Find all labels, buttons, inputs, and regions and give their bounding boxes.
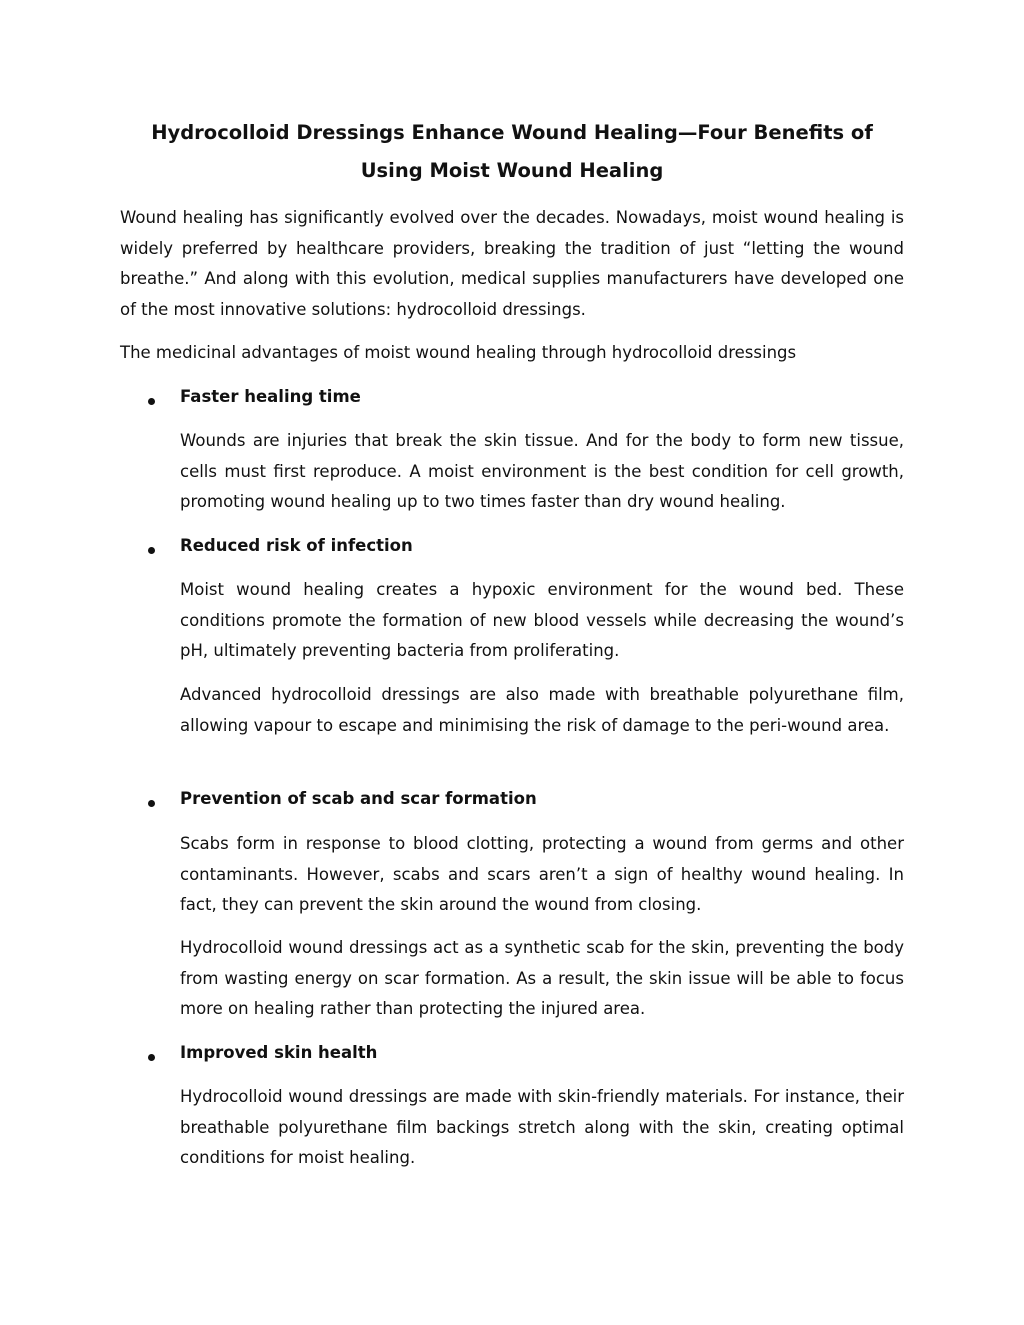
bullet-icon xyxy=(148,398,155,405)
benefit-item xyxy=(148,536,908,568)
intro-paragraph: Wound healing has significantly evolved over the decades. Nowadays, moist wound healing is widely preferred by healthcare providers, breaking the tradition of just “letting the wound breathe.” And along with this evolution, medical supplies manufacturers have developed one of the most innovative solutions: hydrocolloid dressings. xyxy=(120,208,904,319)
document-title: Hydrocolloid Dressings Enhance Wound Healing—Four Benefits of Using Moist Wound Healing xyxy=(151,121,873,182)
benefit-paragraph: Hydrocolloid wound dressings are made with skin-friendly materials. For instance, their breathable polyurethane film backings stretch along with the skin, creating optimal conditions for moist healing. xyxy=(180,1087,904,1168)
benefit-heading: Faster healing time xyxy=(180,387,361,406)
benefit-paragraph: Hydrocolloid wound dressings act as a synthetic scab for the skin, preventing the body from wasting energy on scar formation. As a result, the skin issue will be able to focus more on healing rather than protecting the injured area. xyxy=(180,938,904,1019)
benefit-heading: Reduced risk of infection xyxy=(180,536,413,555)
bullet-icon xyxy=(148,1054,155,1061)
benefit-item xyxy=(148,1043,908,1075)
benefit-item xyxy=(148,789,908,821)
benefit-paragraph: Wounds are injuries that break the skin tissue. And for the body to form new tissue, cells must first reproduce. A moist environment is the best condition for cell growth, promoting wound healing up to two times faster than dry wound healing. xyxy=(180,431,904,512)
bullet-icon xyxy=(148,547,155,554)
benefit-paragraph: Moist wound healing creates a hypoxic environment for the wound bed. These conditions promote the formation of new blood vessels while decreasing the wound’s pH, ultimately preventing bacteria from proliferating. xyxy=(180,580,904,661)
benefit-heading: Prevention of scab and scar formation xyxy=(180,789,537,808)
lead-paragraph: The medicinal advantages of moist wound healing through hydrocolloid dressings xyxy=(120,343,797,362)
benefit-paragraph: Scabs form in response to blood clotting, protecting a wound from germs and other contaminants. However, scabs and scars aren’t a sign of healthy wound healing. In fact, they can prevent the skin around the wound from closing. xyxy=(180,834,904,915)
bullet-icon xyxy=(148,800,155,807)
benefit-heading: Improved skin health xyxy=(180,1043,378,1062)
benefit-paragraph: Advanced hydrocolloid dressings are also made with breathable polyurethane film, allowing vapour to escape and minimising the risk of damage to the peri-wound area. xyxy=(180,685,904,735)
benefit-item xyxy=(148,387,908,419)
